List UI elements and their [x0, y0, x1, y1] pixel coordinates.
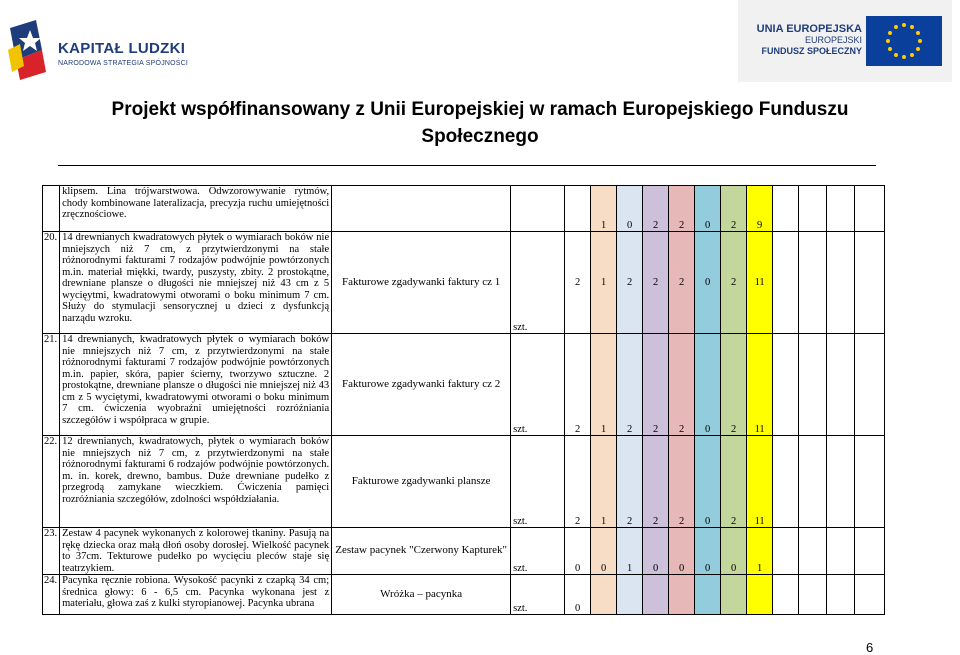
quantity-cell: 2 [669, 334, 695, 436]
table-row [43, 186, 885, 232]
empty-cell [855, 528, 885, 575]
quantity-cell: 2 [643, 334, 669, 436]
empty-cell [773, 186, 799, 232]
quantity-cell: 0 [591, 528, 617, 575]
quantity-cell: 0 [617, 186, 643, 232]
quantity-cell: 2 [617, 436, 643, 528]
item-name: Fakturowe zgadywanki faktury cz 1 [332, 232, 511, 334]
quantity-cell: 11 [747, 436, 773, 528]
empty-cell [855, 232, 885, 334]
table-row [43, 528, 885, 575]
empty-cell [799, 186, 827, 232]
ue-line-1: UNIA EUROPEJSKA [756, 23, 862, 35]
quantity-cell: 0 [565, 528, 591, 575]
item-unit: szt. [511, 528, 565, 575]
row-number: 23. [43, 528, 60, 575]
quantity-cell: 0 [721, 528, 747, 575]
quantity-cell: 2 [669, 436, 695, 528]
quantity-cell: 1 [747, 528, 773, 575]
item-description: 14 drewnianych, kwadratowych płytek o wymiarach boków nie mniejszych niż 7 cm, z przytwierdzonymi na stałe różnorodnymi fakturami 7 rodzajów podwójnie powtórzonych m.in. papier, skóra, papier ścierny, tworzywo sztuczne. 2 prostokątne, drewniane plansze o długości nie mniejszej niż 43 cm z 5 wyciętymi, kwadratowymi otworami o boku minimum 7 cm. ćwiczenia wyobraźni umiejętności rozróżniania szczegółów i współpraca w grupie. [60, 334, 332, 436]
quantity-cell: 0 [695, 436, 721, 528]
quantity-cell [721, 575, 747, 615]
table-row [43, 436, 885, 528]
row-number: 21. [43, 334, 60, 436]
quantity-cell: 11 [747, 334, 773, 436]
row-number: 22. [43, 436, 60, 528]
ue-line-3: FUNDUSZ SPOŁECZNY [761, 46, 862, 56]
item-name: Fakturowe zgadywanki faktury cz 2 [332, 334, 511, 436]
quantity-cell: 2 [721, 186, 747, 232]
quantity-cell: 1 [591, 334, 617, 436]
empty-cell [855, 186, 885, 232]
page-number: 6 [866, 640, 874, 655]
quantity-cell: 2 [565, 436, 591, 528]
empty-cell [773, 232, 799, 334]
empty-cell [827, 186, 855, 232]
quantity-cell: 1 [591, 436, 617, 528]
item-unit [511, 186, 565, 232]
quantity-cell [695, 575, 721, 615]
empty-cell [773, 528, 799, 575]
row-number: 24. [43, 575, 60, 615]
quantity-cell: 2 [643, 232, 669, 334]
empty-cell [827, 232, 855, 334]
empty-cell [799, 334, 827, 436]
quantity-cell: 2 [617, 334, 643, 436]
empty-cell [855, 575, 885, 615]
quantity-cell [565, 186, 591, 232]
empty-cell [827, 436, 855, 528]
empty-cell [855, 436, 885, 528]
quantity-cell [669, 575, 695, 615]
item-unit: szt. [511, 436, 565, 528]
item-description: Pacynka ręcznie robiona. Wysokość pacynki z czapką 34 cm; średnica głowy: 6 - 6,5 cm. Pacynka wykonana jest z materiału, głowa zaś z kulki styropianowej. Pacynka ubrana [60, 575, 332, 615]
ue-efs-logo [738, 0, 952, 82]
quantity-cell [643, 575, 669, 615]
empty-cell [827, 528, 855, 575]
table-row [43, 232, 885, 334]
quantity-cell: 2 [669, 232, 695, 334]
item-description: Zestaw 4 pacynek wykonanych z kolorowej tkaniny. Pasują na rękę dziecka oraz małą dłoń osoby dorosłej. Wielkość pacynek to 37cm. Tekturowe pudełko po wycięciu pleców staje się teatrzykiem. [60, 528, 332, 575]
header-divider [58, 165, 876, 166]
item-name: Zestaw pacynek "Czerwony Kapturek" [332, 528, 511, 575]
empty-cell [773, 575, 799, 615]
item-description: klipsem. Lina trójwarstwowa. Odwzorowywanie rytmów, chody kombinowane lateralizacja, precyzja ruchu umiejętności zręcznościowe. [60, 186, 332, 232]
kapital-ludzki-logo [6, 20, 206, 82]
quantity-cell: 2 [643, 436, 669, 528]
quantity-cell: 1 [591, 232, 617, 334]
empty-cell [773, 334, 799, 436]
quantity-cell: 0 [643, 528, 669, 575]
kapital-ludzki-emblem-icon [6, 20, 50, 82]
empty-cell [799, 436, 827, 528]
empty-cell [799, 232, 827, 334]
kapital-ludzki-title: KAPITAŁ LUDZKI [58, 40, 186, 57]
row-number [43, 186, 60, 232]
ue-line-2: EUROPEJSKI [804, 35, 862, 45]
kapital-ludzki-subtitle: NARODOWA STRATEGIA SPÓJNOŚCI [58, 60, 189, 67]
quantity-cell [747, 575, 773, 615]
quantity-cell: 2 [721, 436, 747, 528]
table-row [43, 334, 885, 436]
quantity-cell: 2 [565, 334, 591, 436]
quantity-cell: 2 [617, 232, 643, 334]
quantity-cell: 0 [565, 575, 591, 615]
equipment-table [42, 185, 885, 615]
quantity-cell: 0 [695, 528, 721, 575]
item-name: Wróżka – pacynka [332, 575, 511, 615]
quantity-cell: 2 [721, 334, 747, 436]
quantity-cell: 2 [669, 186, 695, 232]
item-name [332, 186, 511, 232]
table-row [43, 575, 885, 615]
empty-cell [855, 334, 885, 436]
empty-cell [799, 528, 827, 575]
quantity-cell: 0 [669, 528, 695, 575]
item-unit: szt. [511, 575, 565, 615]
quantity-cell: 1 [617, 528, 643, 575]
row-number: 20. [43, 232, 60, 334]
empty-cell [773, 436, 799, 528]
empty-cell [799, 575, 827, 615]
item-description: 12 drewnianych, kwadratowych, płytek o wymiarach boków nie mniejszych niż 7 cm, z przytwierdzonymi na stałe różnorodnymi fakturami 6 rodzajów podwójnie powtórzonych. m. in. korek, drewno, bambus. Duże drewniane pudełko z przegrodą zamykane wieczkiem. Ćwiczenia pamięci rozróżniania szczegółów, zdolności współdziałania. [60, 436, 332, 528]
quantity-cell: 0 [695, 334, 721, 436]
quantity-cell: 2 [643, 186, 669, 232]
empty-cell [827, 334, 855, 436]
quantity-cell [591, 575, 617, 615]
empty-cell [827, 575, 855, 615]
quantity-cell [617, 575, 643, 615]
quantity-cell: 11 [747, 232, 773, 334]
quantity-cell: 1 [591, 186, 617, 232]
quantity-cell: 9 [747, 186, 773, 232]
eu-flag-icon [866, 16, 942, 66]
ue-logo-text [757, 24, 862, 57]
item-unit: szt. [511, 334, 565, 436]
page-title: Projekt współfinansowany z Unii Europejskiej w ramach Europejskiego Funduszu Społecznego [111, 99, 849, 147]
item-unit: szt. [511, 232, 565, 334]
item-description: 14 drewnianych kwadratowych płytek o wymiarach boków nie mniejszych niż 7 cm, z przytwierdzonymi na stałe różnorodnymi fakturami 7 rodzajów podwójnie powtórzonych m.in. materiał miękki, twardy, puszysty, zbity. 2 prostokątne, drewniane plansze o długości nie mniejszej niż 43 cm z 5 wycięytmi, kwadratowymi otworami o boku minimum 7 cm. Służy do stymulacji sensorycznej u dzieci z dysfunkcją narządu wzroku. [60, 232, 332, 334]
quantity-cell: 2 [565, 232, 591, 334]
quantity-cell: 2 [721, 232, 747, 334]
item-name: Fakturowe zgadywanki plansze [332, 436, 511, 528]
quantity-cell: 0 [695, 186, 721, 232]
quantity-cell: 0 [695, 232, 721, 334]
